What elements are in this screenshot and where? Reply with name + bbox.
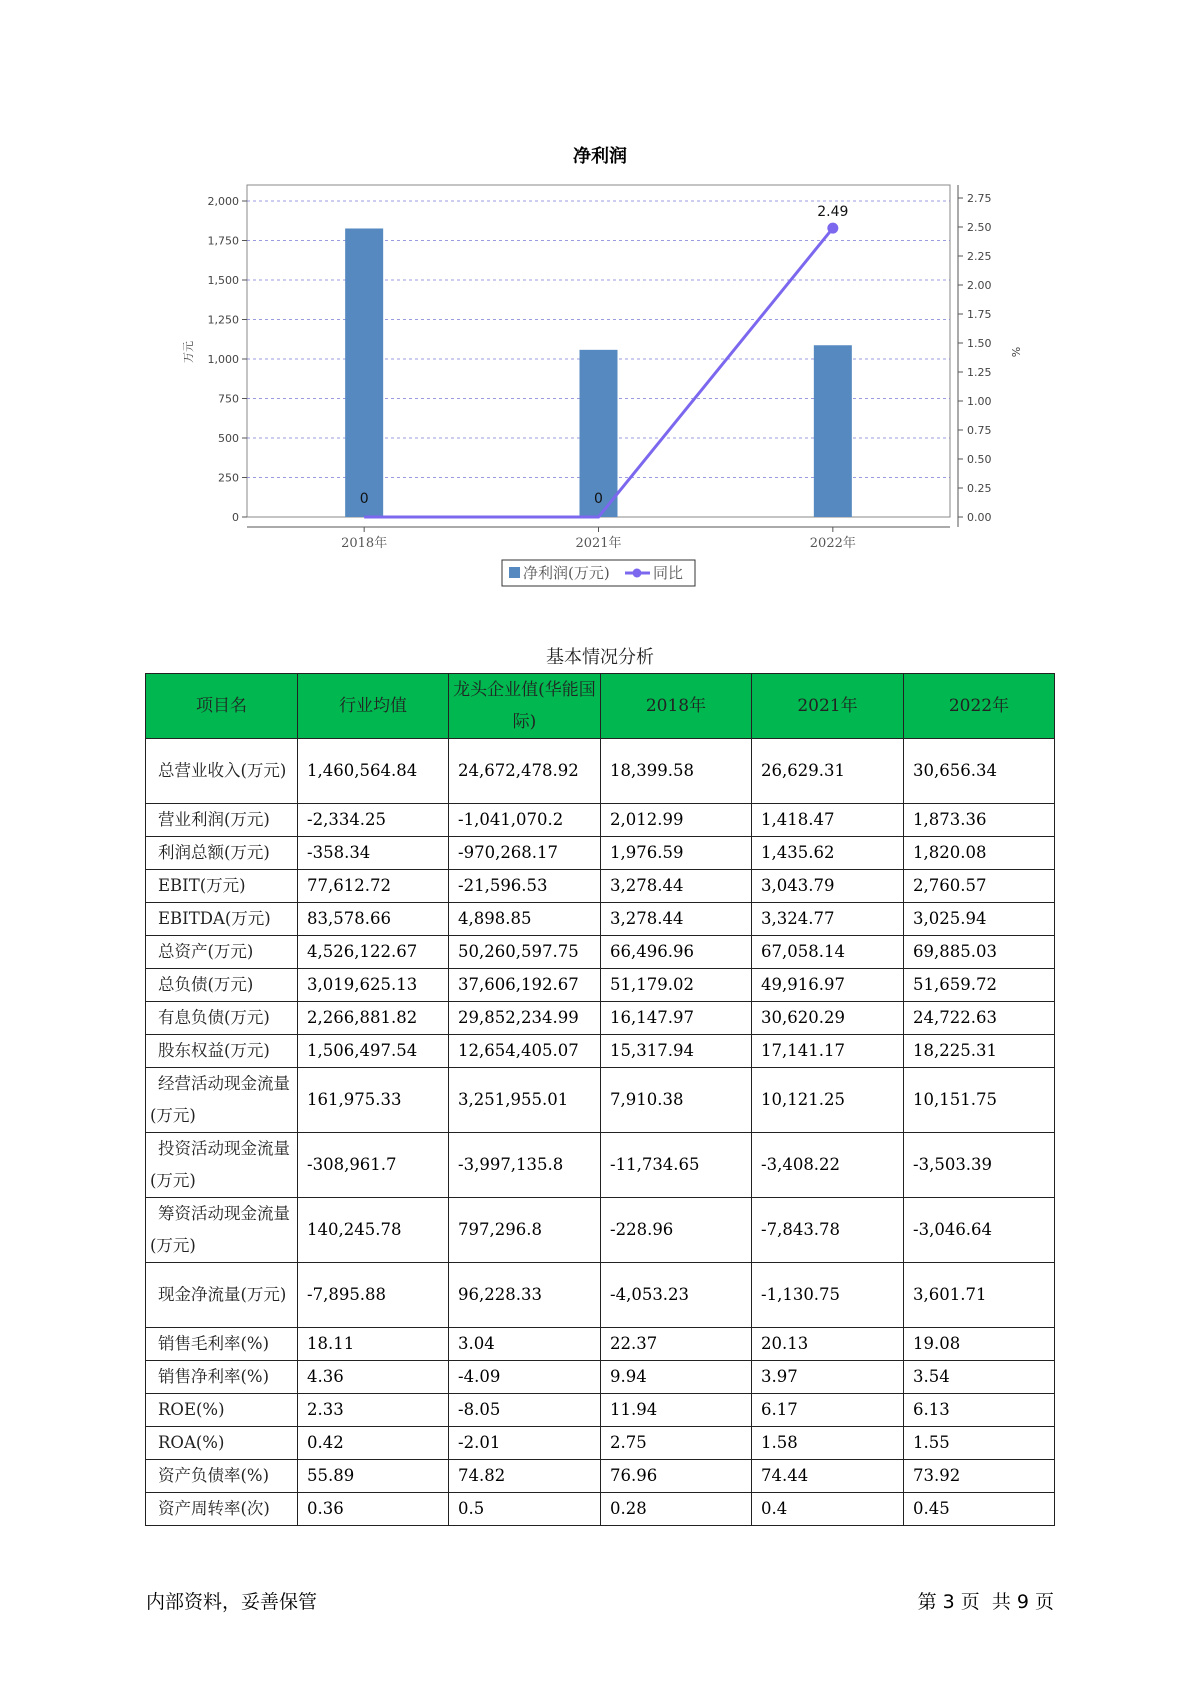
table-cell: 77,612.72 bbox=[298, 870, 449, 903]
table-cell: 0.4 bbox=[752, 1493, 904, 1526]
y2-tick-label: 2.25 bbox=[967, 250, 992, 263]
table-cell: 19.08 bbox=[904, 1328, 1055, 1361]
table-cell: 1,435.62 bbox=[752, 837, 904, 870]
table-cell: 2.75 bbox=[601, 1427, 752, 1460]
table-cell: 83,578.66 bbox=[298, 903, 449, 936]
row-label: 现金净流量(万元) bbox=[146, 1263, 298, 1328]
y2-tick-label: 0.00 bbox=[967, 511, 992, 524]
table-cell: 15,317.94 bbox=[601, 1035, 752, 1068]
table-cell: 74.82 bbox=[449, 1460, 601, 1493]
y2-tick-label: 2.50 bbox=[967, 221, 992, 234]
line-data-label: 0 bbox=[594, 491, 603, 507]
table-cell: 49,916.97 bbox=[752, 969, 904, 1002]
row-label: 销售毛利率(%) bbox=[146, 1328, 298, 1361]
table-cell: 16,147.97 bbox=[601, 1002, 752, 1035]
row-label: 总营业收入(万元) bbox=[146, 739, 298, 804]
table-cell: 2.33 bbox=[298, 1394, 449, 1427]
column-header: 龙头企业值(华能国际) bbox=[449, 674, 601, 739]
table-cell: 0.28 bbox=[601, 1493, 752, 1526]
table-cell: -8.05 bbox=[449, 1394, 601, 1427]
line-data-label: 0 bbox=[359, 491, 369, 507]
y2-tick-label: 2.00 bbox=[967, 279, 992, 292]
footer-page-number: 第 3 页 共 9 页 bbox=[917, 1591, 1054, 1613]
table-cell: 1,976.59 bbox=[601, 837, 752, 870]
column-header: 2022年 bbox=[904, 674, 1055, 739]
table-row bbox=[146, 1460, 1055, 1493]
row-label: 利润总额(万元) bbox=[146, 837, 298, 870]
bar-net-profit bbox=[814, 345, 852, 517]
y2-tick-label: 1.50 bbox=[967, 337, 992, 350]
table-cell: 4,898.85 bbox=[449, 903, 601, 936]
table-row bbox=[146, 969, 1055, 1002]
table-cell: -2,334.25 bbox=[298, 804, 449, 837]
table-cell: 20.13 bbox=[752, 1328, 904, 1361]
table-cell: 3,019,625.13 bbox=[298, 969, 449, 1002]
table-cell: -970,268.17 bbox=[449, 837, 601, 870]
table-cell: 4,526,122.67 bbox=[298, 936, 449, 969]
table-cell: 24,722.63 bbox=[904, 1002, 1055, 1035]
chart-legend bbox=[502, 560, 695, 586]
table-cell: 17,141.17 bbox=[752, 1035, 904, 1068]
table-row bbox=[146, 1035, 1055, 1068]
column-header: 2018年 bbox=[601, 674, 752, 739]
plot-area bbox=[182, 185, 1022, 551]
table-cell: -2.01 bbox=[449, 1427, 601, 1460]
table-cell: 67,058.14 bbox=[752, 936, 904, 969]
table-cell: 0.45 bbox=[904, 1493, 1055, 1526]
row-label: EBITDA(万元) bbox=[146, 903, 298, 936]
table-cell: 55.89 bbox=[298, 1460, 449, 1493]
table-row bbox=[146, 870, 1055, 903]
table-cell: 3.97 bbox=[752, 1361, 904, 1394]
y-tick-label: 2,000 bbox=[207, 195, 239, 208]
table-cell: 3.54 bbox=[904, 1361, 1055, 1394]
row-label: 股东权益(万元) bbox=[146, 1035, 298, 1068]
row-label: 总资产(万元) bbox=[146, 936, 298, 969]
table-row bbox=[146, 1394, 1055, 1427]
table-row bbox=[146, 1263, 1055, 1328]
table-cell: 9.94 bbox=[601, 1361, 752, 1394]
table-cell: 76.96 bbox=[601, 1460, 752, 1493]
table-cell: 0.42 bbox=[298, 1427, 449, 1460]
table-cell: -1,130.75 bbox=[752, 1263, 904, 1328]
legend-line-marker bbox=[633, 569, 642, 578]
table-cell: 24,672,478.92 bbox=[449, 739, 601, 804]
y-tick-label: 500 bbox=[218, 432, 239, 445]
table-cell: 11.94 bbox=[601, 1394, 752, 1427]
table-cell: 96,228.33 bbox=[449, 1263, 601, 1328]
table-cell: -358.34 bbox=[298, 837, 449, 870]
table-cell: 1,506,497.54 bbox=[298, 1035, 449, 1068]
table-body bbox=[146, 739, 1055, 1526]
table-cell: 51,659.72 bbox=[904, 969, 1055, 1002]
table-cell: -3,408.22 bbox=[752, 1133, 904, 1198]
column-header: 项目名 bbox=[146, 674, 298, 739]
y2-tick-label: 1.00 bbox=[967, 395, 992, 408]
row-label: 总负债(万元) bbox=[146, 969, 298, 1002]
table-row bbox=[146, 1068, 1055, 1133]
y2-tick-label: 1.75 bbox=[967, 308, 992, 321]
row-label: 营业利润(万元) bbox=[146, 804, 298, 837]
table-row bbox=[146, 1002, 1055, 1035]
net-profit-chart bbox=[0, 0, 1191, 620]
table-cell: -21,596.53 bbox=[449, 870, 601, 903]
table-cell: 30,656.34 bbox=[904, 739, 1055, 804]
table-row bbox=[146, 1133, 1055, 1198]
table-cell: 2,760.57 bbox=[904, 870, 1055, 903]
table-row bbox=[146, 1328, 1055, 1361]
table-cell: 30,620.29 bbox=[752, 1002, 904, 1035]
table-cell: -11,734.65 bbox=[601, 1133, 752, 1198]
y-tick-label: 750 bbox=[218, 392, 239, 406]
table-cell: 3,601.71 bbox=[904, 1263, 1055, 1328]
table-cell: 4.36 bbox=[298, 1361, 449, 1394]
y2-tick-label: 0.75 bbox=[967, 424, 992, 437]
table-cell: 3,043.79 bbox=[752, 870, 904, 903]
basic-analysis-table bbox=[145, 673, 1055, 1526]
table-cell: 797,296.8 bbox=[449, 1198, 601, 1263]
table-cell: 51,179.02 bbox=[601, 969, 752, 1002]
table-cell: 1.58 bbox=[752, 1427, 904, 1460]
y-tick-label: 1,500 bbox=[207, 274, 239, 287]
bar-net-profit bbox=[345, 228, 383, 517]
table-cell: 3.04 bbox=[449, 1328, 601, 1361]
table-cell: 2,266,881.82 bbox=[298, 1002, 449, 1035]
y-tick-label: 0 bbox=[232, 511, 239, 524]
table-cell: 3,278.44 bbox=[601, 903, 752, 936]
row-label: ROE(%) bbox=[146, 1394, 298, 1427]
y-axis-label: 万元 bbox=[182, 341, 195, 363]
table-caption: 基本情况分析 bbox=[546, 647, 654, 668]
table-cell: 69,885.03 bbox=[904, 936, 1055, 969]
table-cell: 1.55 bbox=[904, 1427, 1055, 1460]
legend-label-yoy: 同比 bbox=[653, 564, 684, 582]
table-cell: -3,997,135.8 bbox=[449, 1133, 601, 1198]
row-label: 筹资活动现金流量(万元) bbox=[146, 1198, 298, 1263]
table-cell: -3,503.39 bbox=[904, 1133, 1055, 1198]
y-tick-label: 1,250 bbox=[207, 313, 239, 327]
table-cell: 2,012.99 bbox=[601, 804, 752, 837]
row-label: EBIT(万元) bbox=[146, 870, 298, 903]
table-cell: -3,046.64 bbox=[904, 1198, 1055, 1263]
row-label: 有息负债(万元) bbox=[146, 1002, 298, 1035]
table-cell: 66,496.96 bbox=[601, 936, 752, 969]
y2-tick-label: 2.75 bbox=[967, 192, 992, 205]
y2-tick-label: 0.50 bbox=[967, 453, 992, 466]
table-cell: -308,961.7 bbox=[298, 1133, 449, 1198]
chart-title: 净利润 bbox=[573, 146, 627, 167]
table-row bbox=[146, 903, 1055, 936]
table-cell: 1,820.08 bbox=[904, 837, 1055, 870]
y-tick-label: 1,000 bbox=[207, 353, 239, 366]
table-cell: -4,053.23 bbox=[601, 1263, 752, 1328]
table-cell: 3,324.77 bbox=[752, 903, 904, 936]
column-header: 2021年 bbox=[752, 674, 904, 739]
table-cell: 1,873.36 bbox=[904, 804, 1055, 837]
y2-tick-label: 1.25 bbox=[967, 366, 992, 379]
y2-axis-label: % bbox=[1009, 346, 1022, 358]
table-row bbox=[146, 804, 1055, 837]
table-cell: 3,025.94 bbox=[904, 903, 1055, 936]
legend-label-net-profit: 净利润(万元) bbox=[523, 564, 610, 582]
table-row bbox=[146, 1198, 1055, 1263]
row-label: 资产周转率(次) bbox=[146, 1493, 298, 1526]
table-cell: 74.44 bbox=[752, 1460, 904, 1493]
table-row bbox=[146, 837, 1055, 870]
table-cell: 18.11 bbox=[298, 1328, 449, 1361]
y-tick-label: 250 bbox=[218, 471, 239, 485]
y-tick-label: 1,750 bbox=[207, 234, 239, 248]
table-cell: -228.96 bbox=[601, 1198, 752, 1263]
legend-bar-swatch bbox=[509, 567, 520, 578]
line-point bbox=[827, 223, 838, 234]
table-row bbox=[146, 1361, 1055, 1394]
x-tick-label: 2021年 bbox=[575, 536, 622, 551]
table-cell: 1,418.47 bbox=[752, 804, 904, 837]
table-cell: 7,910.38 bbox=[601, 1068, 752, 1133]
row-label: 销售净利率(%) bbox=[146, 1361, 298, 1394]
table-cell: -1,041,070.2 bbox=[449, 804, 601, 837]
row-label: 经营活动现金流量(万元) bbox=[146, 1068, 298, 1133]
table-cell: 140,245.78 bbox=[298, 1198, 449, 1263]
table-cell: 1,460,564.84 bbox=[298, 739, 449, 804]
table-cell: 50,260,597.75 bbox=[449, 936, 601, 969]
column-header: 行业均值 bbox=[298, 674, 449, 739]
table-cell: 29,852,234.99 bbox=[449, 1002, 601, 1035]
row-label: 资产负债率(%) bbox=[146, 1460, 298, 1493]
table-cell: 6.17 bbox=[752, 1394, 904, 1427]
table-cell: 3,251,955.01 bbox=[449, 1068, 601, 1133]
x-tick-label: 2022年 bbox=[809, 536, 856, 551]
table-cell: 18,399.58 bbox=[601, 739, 752, 804]
table-cell: -4.09 bbox=[449, 1361, 601, 1394]
table-row bbox=[146, 739, 1055, 804]
table-cell: 0.5 bbox=[449, 1493, 601, 1526]
table-row bbox=[146, 936, 1055, 969]
table-cell: 161,975.33 bbox=[298, 1068, 449, 1133]
table-cell: 26,629.31 bbox=[752, 739, 904, 804]
table-cell: 18,225.31 bbox=[904, 1035, 1055, 1068]
x-tick-label: 2018年 bbox=[341, 536, 388, 551]
table-cell: 0.36 bbox=[298, 1493, 449, 1526]
table-cell: 6.13 bbox=[904, 1394, 1055, 1427]
y2-tick-label: 0.25 bbox=[967, 482, 992, 495]
table-cell: 73.92 bbox=[904, 1460, 1055, 1493]
line-data-label: 2.49 bbox=[817, 204, 849, 221]
table-cell: -7,895.88 bbox=[298, 1263, 449, 1328]
table-cell: 37,606,192.67 bbox=[449, 969, 601, 1002]
table-header-row bbox=[146, 674, 1055, 739]
table-cell: 10,121.25 bbox=[752, 1068, 904, 1133]
row-label: 投资活动现金流量(万元) bbox=[146, 1133, 298, 1198]
table-row bbox=[146, 1493, 1055, 1526]
table-cell: 3,278.44 bbox=[601, 870, 752, 903]
table-row bbox=[146, 1427, 1055, 1460]
table-cell: 12,654,405.07 bbox=[449, 1035, 601, 1068]
table-cell: -7,843.78 bbox=[752, 1198, 904, 1263]
table-cell: 22.37 bbox=[601, 1328, 752, 1361]
footer-confidential-note: 内部资料，妥善保管 bbox=[146, 1591, 318, 1613]
row-label: ROA(%) bbox=[146, 1427, 298, 1460]
table-cell: 10,151.75 bbox=[904, 1068, 1055, 1133]
